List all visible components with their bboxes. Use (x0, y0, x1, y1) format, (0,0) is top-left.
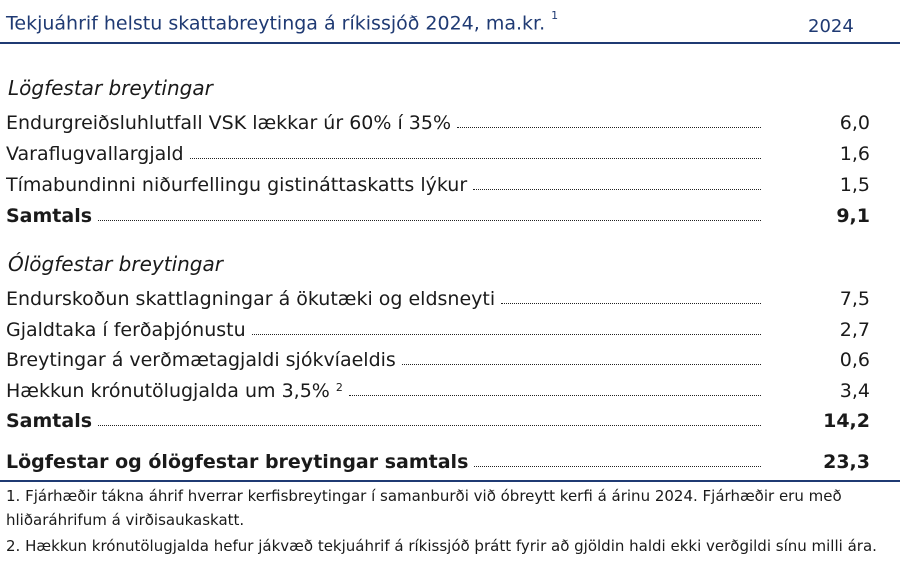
dot-leader (474, 466, 761, 467)
grand-total-row (0, 445, 900, 473)
subtotal-row-not-legislated (0, 404, 900, 432)
section-title-not-legislated: Ólögfestar breytingar (8, 252, 223, 276)
dot-leader (98, 425, 761, 426)
grand-total-value: 23,3 (823, 451, 870, 473)
subtotal-label: Samtals (6, 410, 93, 432)
row-value: 7,5 (839, 288, 870, 310)
dot-leader (252, 334, 761, 335)
table-title-text: Tekjuáhrif helstu skattabreytinga á ríkissjóð 2024, ma.kr. (6, 12, 546, 35)
dot-leader (98, 220, 761, 221)
row-value: 1,5 (839, 174, 870, 196)
grand-total-label: Lögfestar og ólögfestar breytingar samtals (6, 451, 469, 473)
footer-divider (0, 480, 900, 482)
subtotal-value: 14,2 (823, 410, 870, 432)
row-label: Breytingar á verðmætagjaldi sjókvíaeldis (6, 349, 396, 371)
section-title-legislated: Lögfestar breytingar (8, 76, 213, 100)
row-label: Hækkun krónutölugjalda um 3,5% (6, 380, 330, 402)
footnote-2: 2. Hækkun krónutölugjalda hefur jákvæð tekjuáhrif á ríkissjóð þrátt fyrir að gjöldin haldi ekki verðgildi sínu milli ára. (6, 537, 877, 555)
dot-leader (402, 364, 761, 365)
table-row (0, 374, 900, 402)
subtotal-value: 9,1 (836, 205, 870, 227)
row-label: Endurgreiðsluhlutfall VSK lækkar úr 60% í 35% (6, 112, 452, 134)
row-value: 2,7 (839, 319, 870, 341)
row-label: Tímabundinni niðurfellingu gistináttaskatts lýkur (6, 174, 468, 196)
row-value: 3,4 (839, 380, 870, 402)
table-header (0, 0, 900, 44)
year-column-header: 2024 (808, 16, 854, 37)
table-row (0, 313, 900, 341)
dot-leader (457, 127, 761, 128)
row-label: Varaflugvallargjald (6, 143, 184, 165)
footnote-1: 1. Fjárhæðir tákna áhrif hverrar kerfisbreytingar í samanburði við óbreytt kerfi á árinu 2024. Fjárhæðir eru með hliðaráhrifum á virðisaukaskatt. (6, 487, 842, 529)
table-row (0, 106, 900, 134)
row-value: 6,0 (839, 112, 870, 134)
row-footnote-marker: 2 (335, 381, 343, 394)
subtotal-label: Samtals (6, 205, 93, 227)
table-row (0, 282, 900, 310)
table-row (0, 137, 900, 165)
dot-leader (349, 395, 761, 396)
table-row (0, 168, 900, 196)
row-label: Gjaldtaka í ferðaþjónustu (6, 319, 246, 341)
dot-leader (501, 303, 761, 304)
row-value: 1,6 (839, 143, 870, 165)
table-row (0, 343, 900, 371)
table-title (6, 9, 559, 35)
subtotal-row-legislated (0, 199, 900, 227)
dot-leader (473, 189, 761, 190)
row-value: 0,6 (839, 349, 870, 371)
dot-leader (190, 158, 761, 159)
title-footnote-marker: 1 (551, 9, 559, 22)
row-label: Endurskoðun skattlagningar á ökutæki og eldsneyti (6, 288, 496, 310)
